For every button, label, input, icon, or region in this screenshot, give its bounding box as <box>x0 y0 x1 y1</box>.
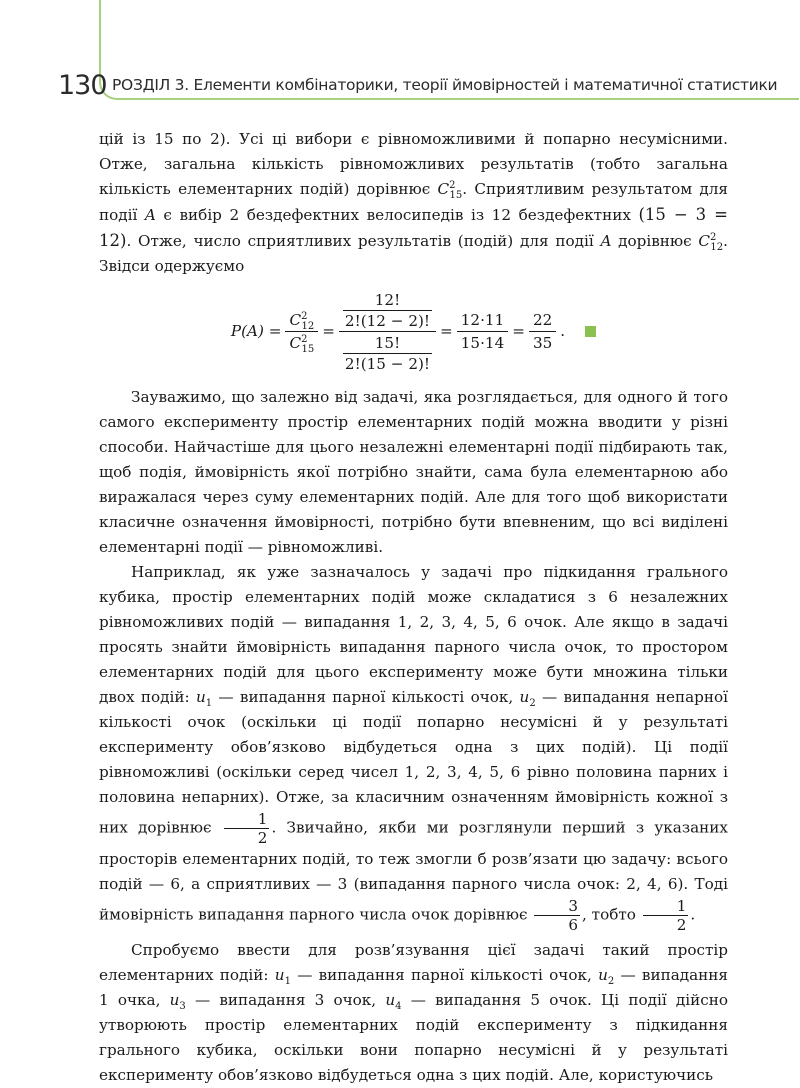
page-number: 130 <box>58 70 107 101</box>
formula-factorial-ratio: $\frac{\frac{12!}{2!(12 - 2)!}}{\frac{15!}{2!(15 - 2)!}}$ <box>339 289 436 374</box>
formula-lhs: P(A) = <box>230 321 282 340</box>
paragraph-4: Спробуємо ввести для розв’язування цієї задачі такий простір елементарних подій: $u_1$ — випадання парної кількості очок, $u_2$ — випадання 1 очка, $u_3$ — випадання 3 очок, $u_4$ — випадання 5 очок. Ці події дійсно утворюють простір елементарних подій експерименту з підкидання грального кубика, оскільки вони попарно несумісні й у результаті експерименту обов’язково відбудеться одна з цих подій. Але, користуючись <box>99 941 729 1084</box>
fraction-three-sixths: $\frac{3}{6}$ <box>534 897 580 934</box>
fraction-one-half: $\frac{1}{2}$ <box>224 810 270 847</box>
formula-c-ratio: $\frac{C^2_{12}}{C^2_{15}}$ <box>285 309 318 354</box>
paragraph-3: Наприклад, як уже зазначалось у задачі про підкидання грального кубика, простір елементарних подій може складатися з 6 незалежних рівноможливих подій — випадання 1, 2, 3, 4, 5, 6 очок. Але якщо в задачі просять знайти ймовірність випадання парного числа очок, то простором елементарних подій для цього експерименту може бути множина тільки двох подій: $u_1$ — випадання парної кількості очок, $u_2$ — випадання непарної кількості очок (оскільки ці події попарно несумісні й у результаті експерименту обов’язково відбудеться одна з цих подій). Ці події рівноможливі (оскільки серед чисел 1, 2, 3, 4, 5, 6 рівно половина парних і половина непарних). Отже, за класичним означенням ймовірність кожної з них дорівнює $\frac{1}{2}$ . Звичайно, якби ми розглянули перший з указаних просторів елементарних подій, то теж змогли б розв’язати цю задачу: всього подій — 6, а сприятливих — 3 (випадання парного числа очок: 2, 4, 6). Тоді ймовірність випадання парного числа очок дорівнює $\frac{3}{6}$ , тобто $\frac{1}{2}$ . <box>99 563 729 934</box>
formula-result: $\frac{22}{35}$ <box>529 309 556 354</box>
probability-formula: P(A) = $\frac{C^2_{12}}{C^2_{15}}$ = $\frac{\frac{12!}{2!(12 - 2)!}}{\frac{15!}{2!(15 - 2)!}}$ = $\frac{12\cdot 11}{15\cdot 14}$ = $\frac{22}{35}$ . <box>99 281 728 381</box>
page-body <box>99 127 728 1088</box>
end-of-solution-square-icon <box>585 326 596 337</box>
paragraph-2: Зауважимо, що залежно від задачі, яка розглядається, для одного й того самого експерименту простір елементарних подій можна вводити у різні способи. Найчастіше для цього незалежні елементарні події підбирають так, щоб подія, ймовірність якої потрібно знайти, сама була елементарною або виражалася через суму елементарних подій. Але для того щоб використати класичне означення ймовірності, потрібно бути впевненим, що всі виділені елементарні події — рівноможливі. <box>99 388 728 556</box>
paragraph-1: цій із 15 по 2). Усі ці вибори є рівноможливими й попарно несумісними. Отже, загальна кількість рівноможливих результатів (тобто загальна кількість елементарних подій) дорівнює $C^2_{15}$. Сприятливим результатом для події A є вибір 2 бездефектних велосипедів із 12 бездефектних (15 − 3 = 12). Отже, число сприятливих результатів (подій) для події A дорівнює $C^2_{12}$. Звідси одержуємо <box>99 130 729 275</box>
formula-product-ratio: $\frac{12\cdot 11}{15\cdot 14}$ <box>457 309 508 354</box>
fraction-one-half-2: $\frac{1}{2}$ <box>643 897 689 934</box>
running-title: РОЗДІЛ 3. Елементи комбінаторики, теорії ймовірностей і математичної статистики <box>112 76 778 94</box>
